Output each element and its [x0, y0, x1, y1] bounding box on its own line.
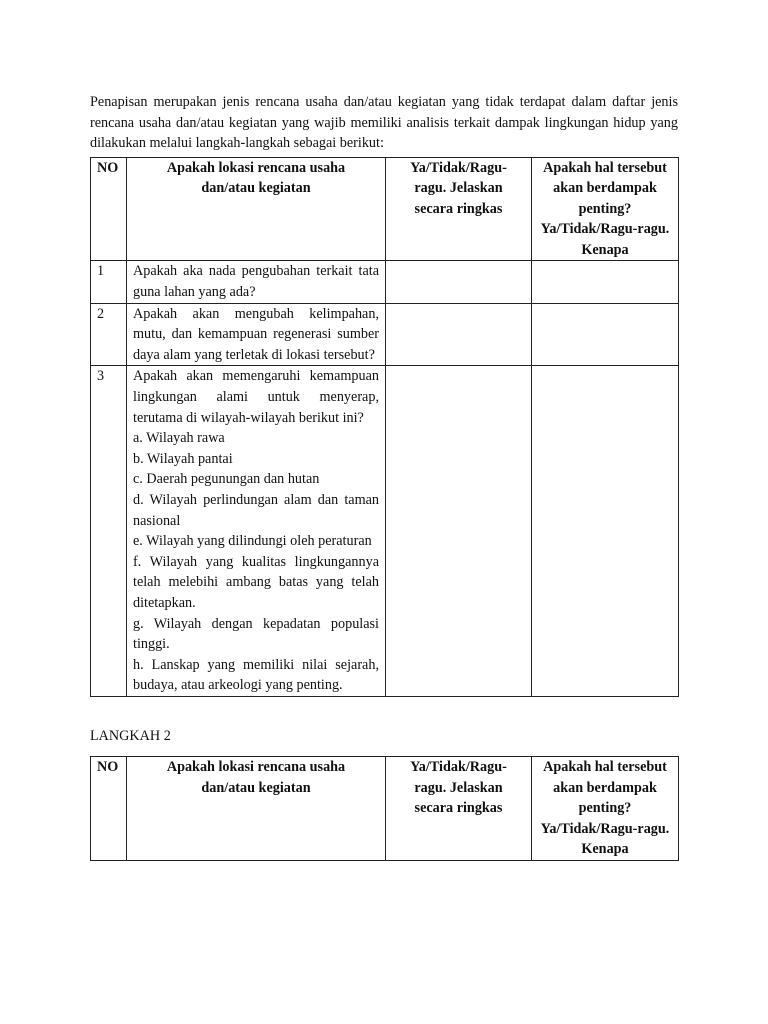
intro-paragraph: Penapisan merupakan jenis rencana usaha dan/atau kegiatan yang tidak terdapat dalam daftar jenis rencana usaha dan/atau kegiatan yang wajib memiliki analisis terkait dampak lingkungan hidup yang dilakukan melalui langkah-langkah sebagai berikut:	[90, 94, 678, 151]
table-row	[91, 366, 679, 697]
row-impact-cell[interactable]	[532, 366, 679, 697]
row-impact-cell[interactable]	[532, 261, 679, 303]
header-important-text: Apakah hal tersebut akan berdampak penting? Ya/Tidak/Ragu-ragu. Kenapa	[540, 159, 670, 258]
row-answer-cell[interactable]	[386, 261, 532, 303]
row-question-text: Apakah akan memengaruhi kemampuan lingkungan alami untuk menyerap, terutama di wilayah-wilayah berikut ini?	[133, 368, 379, 426]
row-question	[127, 366, 386, 697]
list-item: h. Lanskap yang memiliki nilai sejarah, budaya, atau arkeologi yang penting.	[133, 656, 379, 694]
header-important	[532, 756, 679, 860]
row-number: 3	[91, 366, 127, 697]
header-question-text: Apakah lokasi rencana usaha dan/atau kegiatan	[166, 159, 346, 197]
header-ya-tidak	[386, 756, 532, 860]
row-number: 1	[91, 261, 127, 303]
row-number: 2	[91, 303, 127, 366]
table-header-row	[91, 756, 679, 860]
header-important	[532, 157, 679, 261]
screening-table-step-2	[90, 756, 679, 861]
list-item: b. Wilayah pantai	[133, 450, 233, 467]
row-answer-cell[interactable]	[386, 303, 532, 366]
header-question	[127, 756, 386, 860]
document-page	[90, 92, 678, 861]
row-impact-cell[interactable]	[532, 303, 679, 366]
header-no: NO	[91, 756, 127, 860]
list-item: f. Wilayah yang kualitas lingkungannya telah melebihi ambang batas yang telah ditetapkan.	[133, 553, 379, 611]
list-item: e. Wilayah yang dilindungi oleh peraturan	[133, 533, 372, 550]
header-ya-tidak-text: Ya/Tidak/Ragu-ragu. Jelaskan secara ringkas	[410, 159, 507, 217]
table-row	[91, 261, 679, 303]
header-important-text: Apakah hal tersebut akan berdampak penting? Ya/Tidak/Ragu-ragu. Kenapa	[540, 758, 670, 858]
list-item: c. Daerah pegunungan dan hutan	[133, 471, 320, 488]
screening-table-step-1	[90, 157, 679, 697]
header-ya-tidak	[386, 157, 532, 261]
header-no: NO	[91, 157, 127, 261]
header-question-text: Apakah lokasi rencana usaha dan/atau kegiatan	[166, 758, 346, 796]
section-heading-step-2: LANGKAH 2	[90, 727, 171, 744]
row-question: Apakah aka nada pengubahan terkait tata guna lahan yang ada?	[127, 261, 386, 303]
header-question	[127, 157, 386, 261]
list-item: a. Wilayah rawa	[133, 430, 225, 447]
row-question: Apakah akan mengubah kelimpahan, mutu, dan kemampuan regenerasi sumber daya alam yang terletak di lokasi tersebut?	[127, 303, 386, 366]
list-item: d. Wilayah perlindungan alam dan taman nasional	[133, 492, 379, 529]
header-ya-tidak-text: Ya/Tidak/Ragu-ragu. Jelaskan secara ringkas	[410, 758, 507, 817]
list-item: g. Wilayah dengan kepadatan populasi tinggi.	[133, 615, 379, 653]
table-header-row	[91, 157, 679, 261]
row-answer-cell[interactable]	[386, 366, 532, 697]
table-row	[91, 303, 679, 366]
